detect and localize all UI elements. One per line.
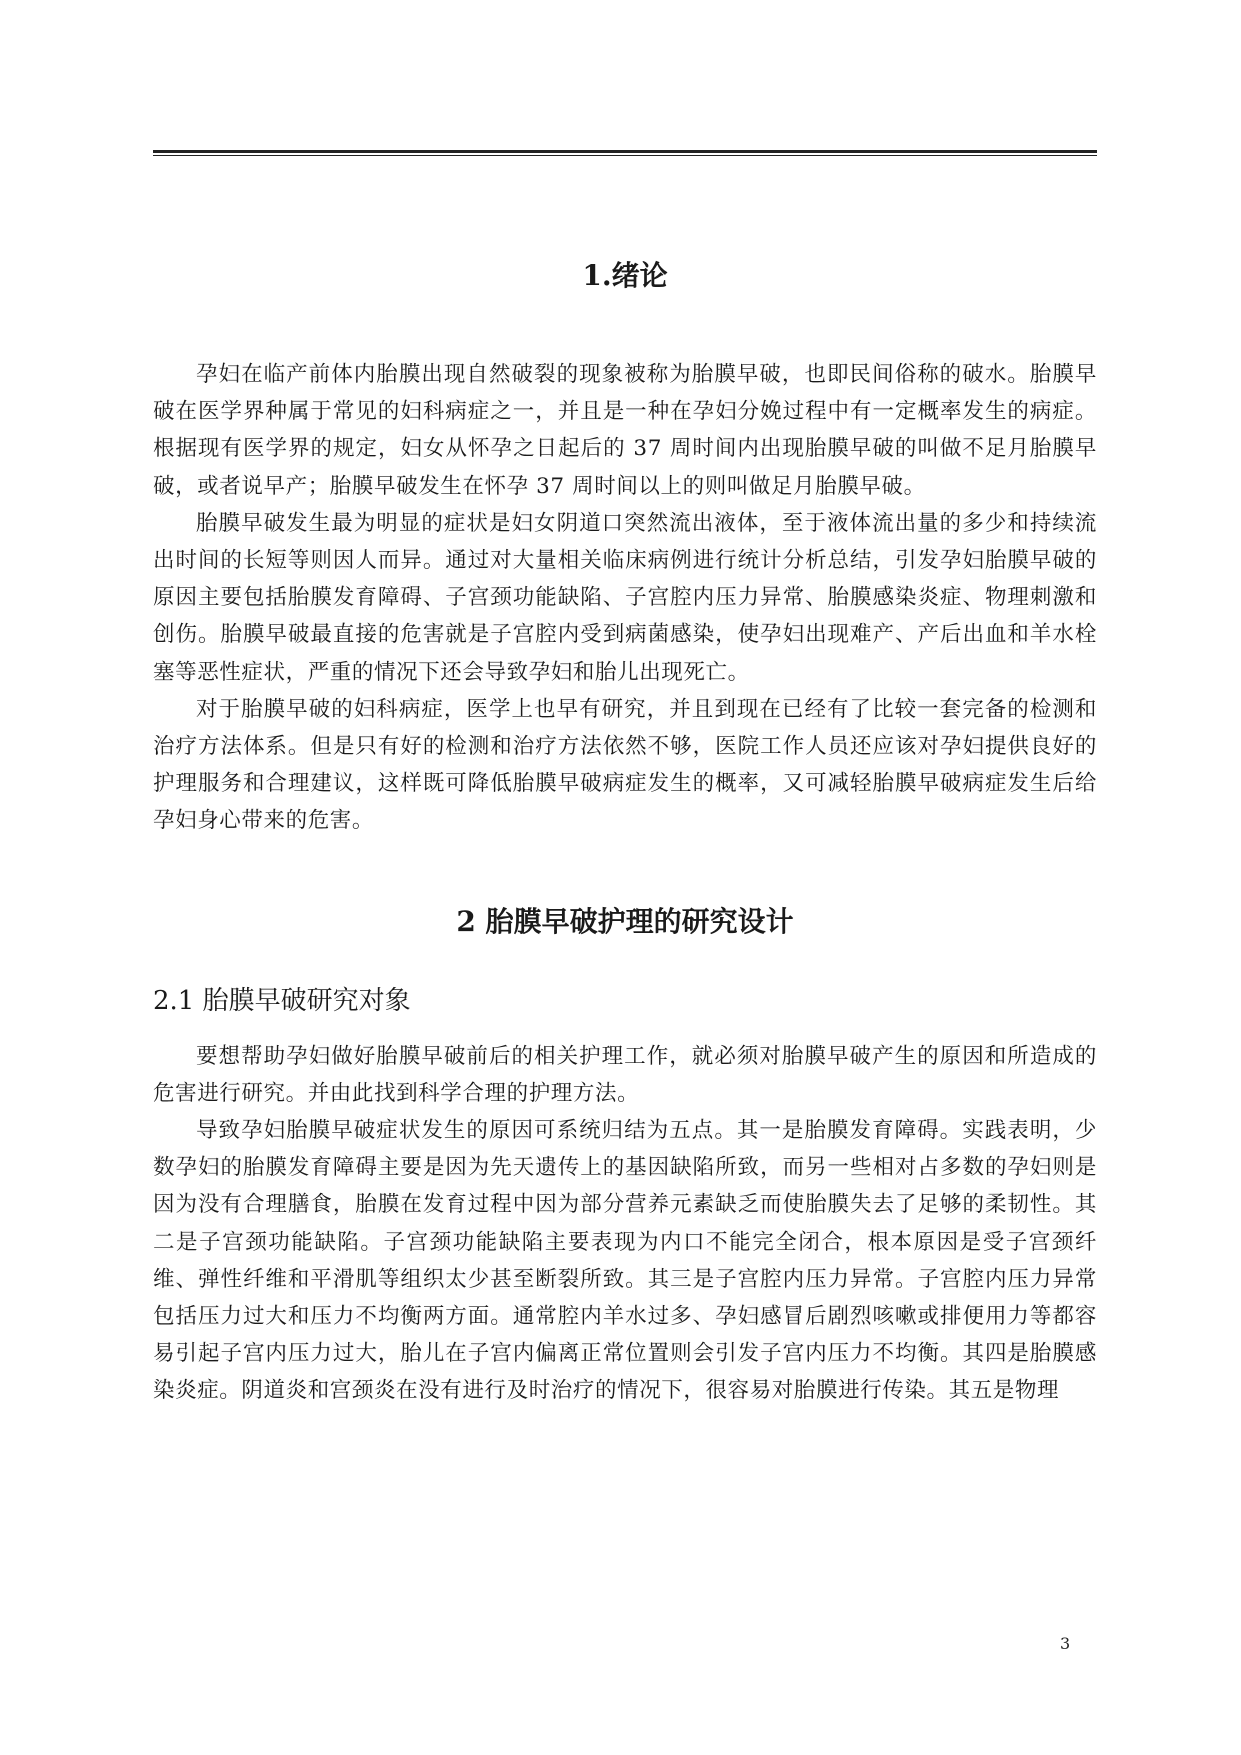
chapter-2-title: 2 胎膜早破护理的研究设计 <box>456 904 794 938</box>
page-content <box>153 250 1097 1410</box>
section-2-1-title: 2.1 胎膜早破研究对象 <box>153 985 411 1016</box>
section-2-1-paragraph-2: 导致孕妇胎膜早破症状发生的原因可系统归结为五点。其一是胎膜发育障碍。实践表明，少数孕妇的胎膜发育障碍主要是因为先天遗传上的基因缺陷所致，而另一些相对占多数的孕妇则是因为没有合理膳食，胎膜在发育过程中因为部分营养元素缺乏而使胎膜失去了足够的柔韧性。其二是子宫颈功能缺陷。子宫颈功能缺陷主要表现为内口不能完全闭合，根本原因是受子宫颈纤维、弹性纤维和平滑肌等组织太少甚至断裂所致。其三是子宫腔内压力异常。子宫腔内压力异常包括压力过大和压力不均衡两方面。通常腔内羊水过多、孕妇感冒后剧烈咳嗽或排便用力等都容易引起子宫内压力过大，胎儿在子宫内偏离正常位置则会引发子宫内压力不均衡。其四是胎膜感染炎症。阴道炎和宫颈炎在没有进行及时治疗的情况下，很容易对胎膜进行传染。其五是物理 <box>153 1118 1097 1404</box>
chapter-1-title: 1.绪论 <box>582 259 668 292</box>
chapter-1-paragraph-2: 胎膜早破发生最为明显的症状是妇女阴道口突然流出液体，至于液体流出量的多少和持续流出时间的长短等则因人而异。通过对大量相关临床病例进行统计分析总结，引发孕妇胎膜早破的原因主要包括胎膜发育障碍、子宫颈功能缺陷、子宫腔内压力异常、胎膜感染炎症、物理刺激和创伤。胎膜早破最直接的危害就是子宫腔内受到病菌感染，使孕妇出现难产、产后出血和羊水栓塞等恶性症状，严重的情况下还会导致孕妇和胎儿出现死亡。 <box>153 510 1097 685</box>
section-2-1-paragraph-1: 要想帮助孕妇做好胎膜早破前后的相关护理工作，就必须对胎膜早破产生的原因和所造成的危害进行研究。并由此找到科学合理的护理方法。 <box>153 1043 1097 1106</box>
header-rule <box>153 150 1097 156</box>
page-number: 3 <box>1060 1634 1071 1653</box>
chapter-1-paragraph-1: 孕妇在临产前体内胎膜出现自然破裂的现象被称为胎膜早破，也即民间俗称的破水。胎膜早破在医学界种属于常见的妇科病症之一，并且是一种在孕妇分娩过程中有一定概率发生的病症。根据现有医学界的规定，妇女从怀孕之日起后的 37 周时间内出现胎膜早破的叫做不足月胎膜早破，或者说早产；胎膜早破发生在怀孕 37 周时间以上的则叫做足月胎膜早破。 <box>153 362 1097 499</box>
chapter-1-paragraph-3: 对于胎膜早破的妇科病症，医学上也早有研究，并且到现在已经有了比较一套完备的检测和治疗方法体系。但是只有好的检测和治疗方法依然不够，医院工作人员还应该对孕妇提供良好的护理服务和合理建议，这样既可降低胎膜早破病症发生的概率，又可减轻胎膜早破病症发生后给孕妇身心带来的危害。 <box>153 696 1097 834</box>
